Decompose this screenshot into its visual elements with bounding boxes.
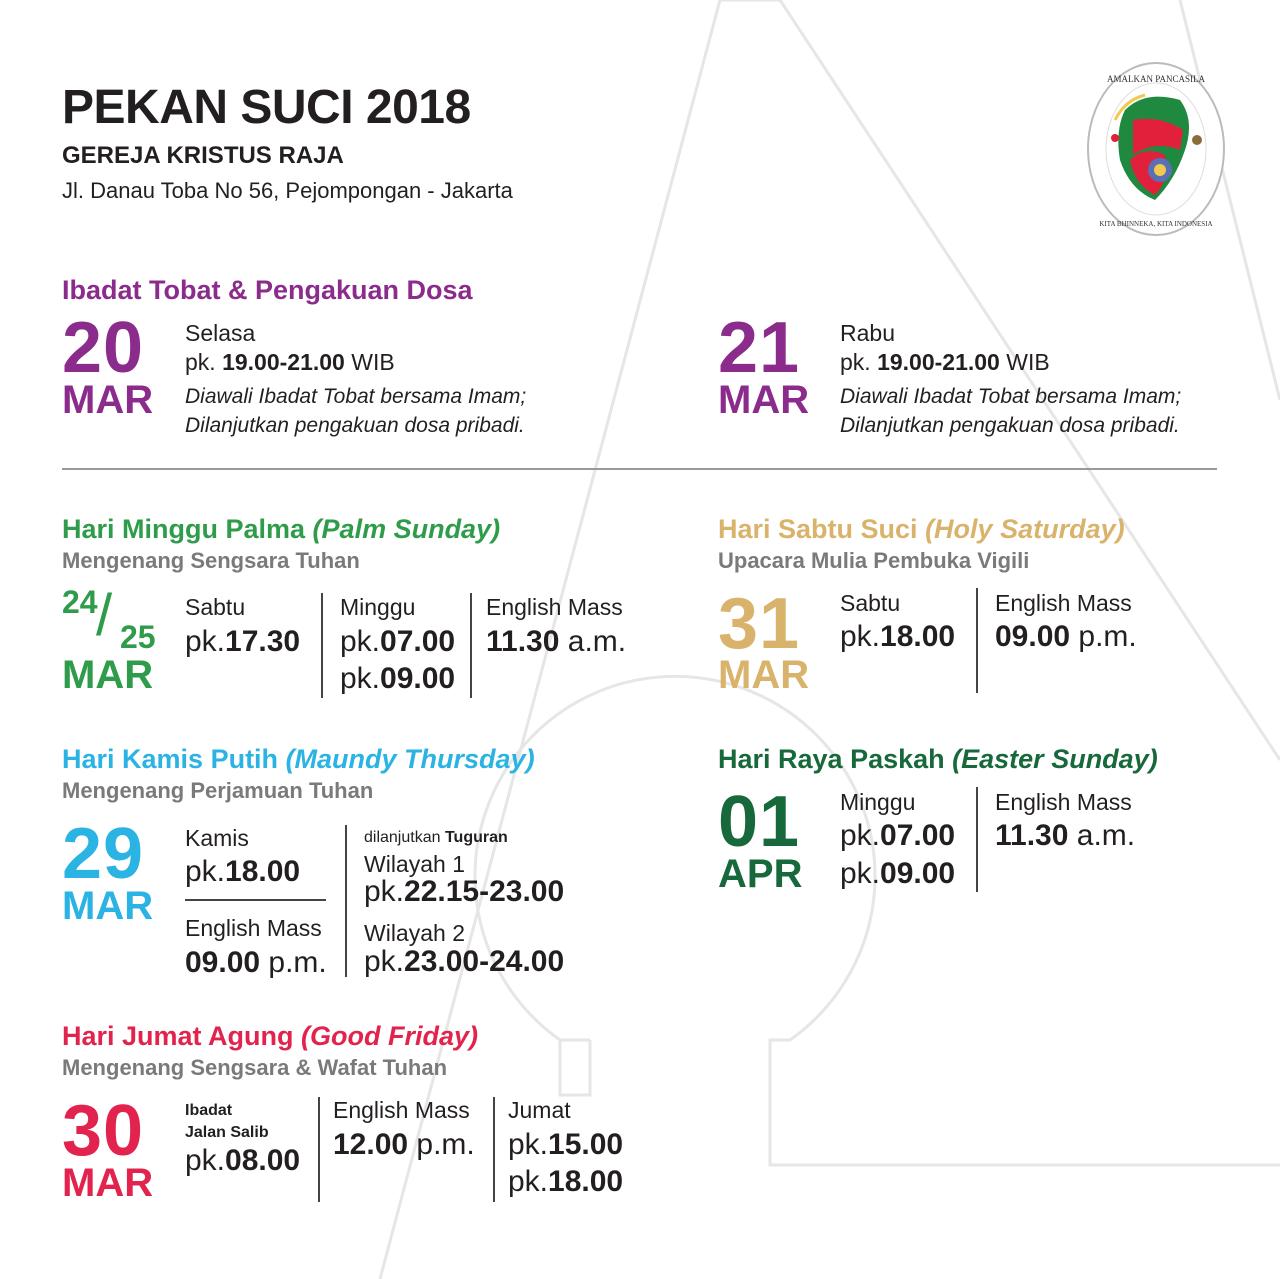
kamis-wilayah1-time: pk.22.15-23.00 <box>364 875 565 908</box>
tobat-section-title: Ibadat Tobat & Pengakuan Dosa <box>62 275 473 305</box>
jumat-divider-1 <box>318 1097 320 1202</box>
sabtu-suci-day-number: 31 <box>718 584 801 664</box>
tobat-day2-note2: Dilanjutkan pengakuan dosa pribadi. <box>840 414 1180 437</box>
tobat-day2-month: MAR <box>718 378 810 422</box>
paskah-minggu-time-2: pk.09.00 <box>840 857 956 890</box>
jumat-jumat-label: Jumat <box>508 1097 571 1123</box>
page-title: PEKAN SUCI 2018 <box>62 81 471 134</box>
palma-sabtu-label: Sabtu <box>185 594 246 620</box>
jumat-jumat-time-2: pk.18.00 <box>508 1165 624 1198</box>
section-divider <box>62 468 1217 470</box>
jumat-jumat-time-1: pk.15.00 <box>508 1128 624 1161</box>
church-address: Jl. Danau Toba No 56, Pejompongan - Jakarta <box>62 178 513 203</box>
sabtu-suci-english-time: 09.00 p.m. <box>995 620 1137 653</box>
jumat-english-time: 12.00 p.m. <box>333 1128 475 1161</box>
tobat-day1-time: pk. 19.00-21.00 WIB <box>185 349 395 375</box>
kamis-section-title: Hari Kamis Putih (Maundy Thursday) <box>62 744 535 774</box>
kamis-month: MAR <box>62 884 154 928</box>
tobat-day1-number: 20 <box>62 308 145 388</box>
jumat-subtitle: Mengenang Sengsara & Wafat Tuhan <box>62 1055 448 1080</box>
jumat-english-label: English Mass <box>333 1097 470 1123</box>
tobat-day2-time: pk. 19.00-21.00 WIB <box>840 349 1050 375</box>
kamis-tuguran-label: dilanjutkan Tuguran <box>364 829 508 846</box>
kamis-kamis-label: Kamis <box>185 825 249 851</box>
kamis-kamis-time: pk.18.00 <box>185 855 301 888</box>
palma-subtitle: Mengenang Sengsara Tuhan <box>62 548 360 573</box>
paskah-divider <box>976 787 978 892</box>
kamis-inner-divider <box>185 899 326 901</box>
sabtu-suci-sabtu-time: pk.18.00 <box>840 620 956 653</box>
jumat-day-number: 30 <box>62 1091 145 1171</box>
sabtu-suci-section-title: Hari Sabtu Suci (Holy Saturday) <box>718 514 1125 544</box>
tobat-day2-number: 21 <box>718 308 801 388</box>
kamis-wilayah2-label: Wilayah 2 <box>364 920 465 946</box>
tobat-day1-note1: Diawali Ibadat Tobat bersama Imam; <box>185 385 527 408</box>
palma-sabtu-time: pk.17.30 <box>185 625 301 658</box>
tobat-day1-weekday: Selasa <box>185 320 256 346</box>
pancasila-logo <box>1085 60 1227 238</box>
palma-divider-2 <box>470 593 472 698</box>
tobat-day1-note2: Dilanjutkan pengakuan dosa pribadi. <box>185 414 525 437</box>
palma-date-slash: / <box>96 583 113 648</box>
tobat-day1-month: MAR <box>62 378 154 422</box>
palma-month: MAR <box>62 653 154 697</box>
sabtu-suci-sabtu-label: Sabtu <box>840 590 901 616</box>
kamis-subtitle: Mengenang Perjamuan Tuhan <box>62 778 374 803</box>
jumat-section-title: Hari Jumat Agung (Good Friday) <box>62 1021 479 1051</box>
tobat-day2-weekday: Rabu <box>840 320 895 346</box>
kamis-wilayah1-label: Wilayah 1 <box>364 851 465 877</box>
kamis-english-label: English Mass <box>185 915 322 941</box>
jumat-ibadat-label: Ibadat <box>185 1102 233 1119</box>
palma-date-b: 25 <box>120 619 156 655</box>
palma-minggu-time-1: pk.07.00 <box>340 625 456 658</box>
palma-date-a: 24 <box>62 584 98 620</box>
jumat-divider-2 <box>493 1097 495 1202</box>
palma-english-time: 11.30 a.m. <box>486 625 627 658</box>
sabtu-suci-subtitle: Upacara Mulia Pembuka Vigili <box>718 548 1030 573</box>
kamis-english-time: 09.00 p.m. <box>185 946 327 979</box>
paskah-month: APR <box>718 852 803 896</box>
logo-bottom-text: KITA BHINNEKA, KITA INDONESIA <box>1099 220 1213 228</box>
paskah-minggu-time-1: pk.07.00 <box>840 819 956 852</box>
kamis-day-number: 29 <box>62 814 145 894</box>
palma-divider-1 <box>321 593 323 698</box>
tobat-day2-note1: Diawali Ibadat Tobat bersama Imam; <box>840 385 1182 408</box>
kamis-wilayah2-time: pk.23.00-24.00 <box>364 945 565 978</box>
paskah-english-label: English Mass <box>995 789 1132 815</box>
kamis-divider <box>345 825 347 977</box>
sabtu-suci-divider <box>976 588 978 693</box>
church-name: GEREJA KRISTUS RAJA <box>62 142 344 169</box>
paskah-day-number: 01 <box>718 782 801 862</box>
jumat-month: MAR <box>62 1161 154 1205</box>
palma-section-title: Hari Minggu Palma (Palm Sunday) <box>62 514 501 544</box>
palma-english-label: English Mass <box>486 594 623 620</box>
paskah-section-title: Hari Raya Paskah (Easter Sunday) <box>718 744 1158 774</box>
sabtu-suci-month: MAR <box>718 653 810 697</box>
jumat-salib-time: pk.08.00 <box>185 1144 301 1177</box>
jumat-jalan-salib-label: Jalan Salib <box>185 1124 269 1141</box>
palma-minggu-label: Minggu <box>340 594 416 620</box>
sabtu-suci-english-label: English Mass <box>995 590 1132 616</box>
paskah-english-time: 11.30 a.m. <box>995 819 1136 852</box>
logo-top-text: AMALKAN PANCASILA <box>1107 74 1205 84</box>
palma-minggu-time-2: pk.09.00 <box>340 662 456 695</box>
paskah-minggu-label: Minggu <box>840 789 916 815</box>
